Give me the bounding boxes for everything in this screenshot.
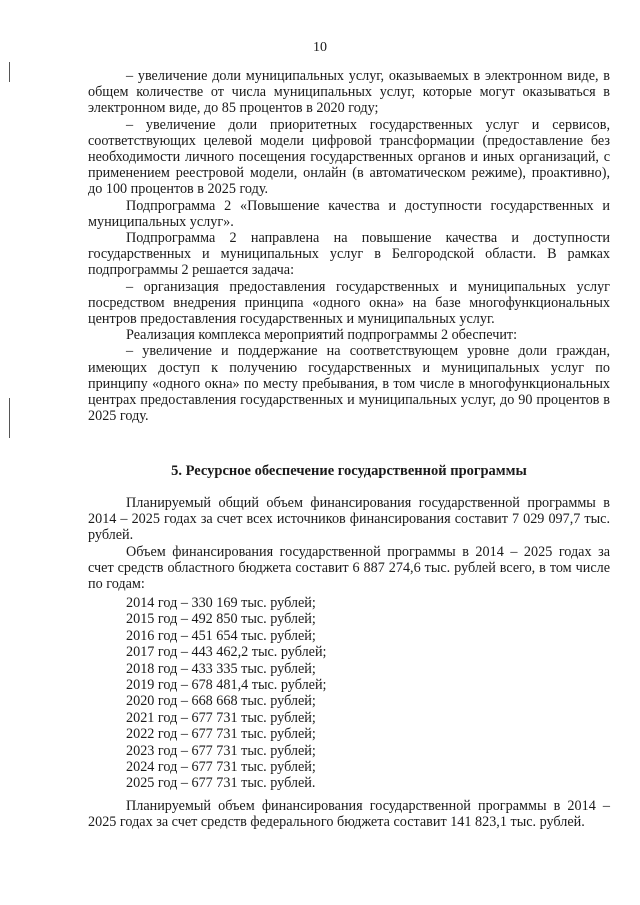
year-funding-item: 2016 год – 451 654 тыс. рублей; (126, 627, 316, 644)
year-funding-item: 2021 год – 677 731 тыс. рублей; (126, 709, 316, 726)
year-funding-item: 2025 год – 677 731 тыс. рублей. (126, 775, 316, 792)
paragraph: – увеличение и поддержание на соответствующем уровне доли граждан, имеющих доступ к получению государственных и муниципальных услуг по принципу «одного окна» по месту пребывания, в том числе в многофункциональных центрах предоставления государственных и муниципальных услуг, до 90 процентов в 2025 году. (88, 343, 610, 425)
funding-by-year-list (126, 595, 426, 792)
paragraph: – организация предоставления государственных и муниципальных услуг посредством внедрения принципа «одного окна» на базе многофункциональных центров предоставления государственных и муниципальных услуг. (88, 278, 610, 328)
paragraph: Планируемый общий объем финансирования государственной программы в 2014 – 2025 годах за счет всех источников финансирования составит 7 029 097,7 тыс. рублей. (88, 495, 610, 544)
year-funding-item: 2023 год – 677 731 тыс. рублей; (126, 742, 316, 759)
paragraph: Подпрограмма 2 «Повышение качества и доступности государственных и муниципальных услуг». (88, 197, 610, 230)
paragraph: Объем финансирования государственной программы в 2014 – 2025 годах за счет средств областного бюджета составит 6 887 274,6 тыс. рублей всего, в том числе по годам: (88, 543, 610, 593)
paragraph: – увеличение доли приоритетных государственных услуг и сервисов, соответствующих целевой модели цифровой трансформации (предоставление без необходимости личного посещения государственных органов и иных организаций, с применением реестровой модели, онлайн (в автоматическом режиме), проактивно), до 100 процентов в 2025 году. (88, 116, 610, 198)
scan-edge-mark (9, 62, 10, 82)
body-text-final (88, 798, 610, 830)
paragraph: Реализация комплекса мероприятий подпрограммы 2 обеспечит: (126, 327, 518, 344)
year-funding-item: 2014 год – 330 169 тыс. рублей; (126, 595, 316, 611)
year-funding-item: 2020 год – 668 668 тыс. рублей; (126, 693, 316, 710)
body-text-top (88, 68, 610, 424)
year-funding-item: 2024 год – 677 731 тыс. рублей; (126, 758, 316, 775)
paragraph: Подпрограмма 2 направлена на повышение качества и доступности государственных и муниципальных услуг в Белгородской области. В рамках подпрограммы 2 решается задача: (88, 230, 610, 279)
section-heading: 5. Ресурсное обеспечение государственной программы (171, 463, 527, 479)
paragraph: – увеличение доли муниципальных услуг, оказываемых в электронном виде, в общем количестве от числа муниципальных услуг, которые могут оказываться в электронном виде, до 85 процентов в 2020 году; (88, 68, 610, 117)
year-funding-item: 2017 год – 443 462,2 тыс. рублей; (126, 644, 327, 661)
year-funding-item: 2015 год – 492 850 тыс. рублей; (126, 611, 316, 628)
year-funding-item: 2019 год – 678 481,4 тыс. рублей; (126, 676, 327, 693)
year-funding-item: 2022 год – 677 731 тыс. рублей; (126, 726, 316, 743)
page-number: 10 (313, 40, 327, 55)
scan-edge-mark (9, 398, 10, 438)
year-funding-item: 2018 год – 433 335 тыс. рублей; (126, 660, 316, 677)
paragraph: Планируемый объем финансирования государственной программы в 2014 – 2025 годах за счет средств федерального бюджета составит 141 823,1 тыс. рублей. (88, 798, 610, 831)
body-text-section (88, 495, 610, 592)
